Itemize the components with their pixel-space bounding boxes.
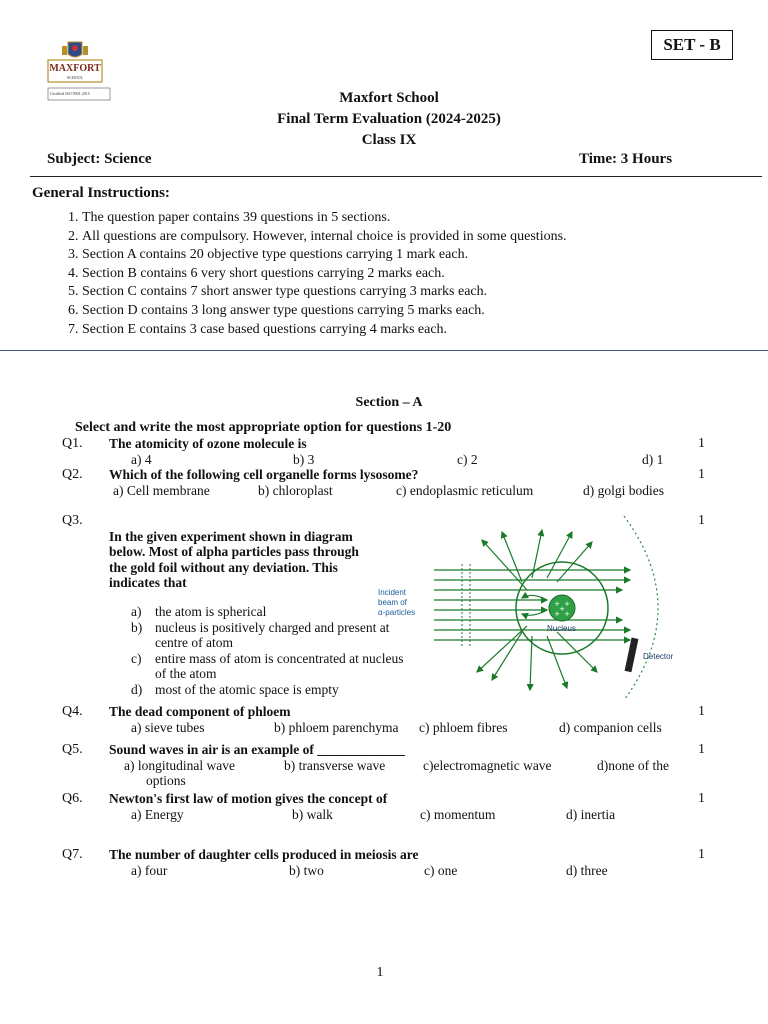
svg-text:+: + [559,605,565,613]
instructions-title: General Instructions: [32,185,170,201]
option-a: a) the atom is spherical [131,604,267,619]
option-wrap: options [146,773,186,788]
question-marks: 1 [698,704,705,719]
subject-label: Subject: Science [47,151,152,167]
option-a: a) Energy [131,807,184,822]
section-title: Section – A [355,395,423,410]
question-marks: 1 [698,513,705,528]
logo-name: MAXFORT [49,63,101,74]
option-a: a) longitudinal wave [124,758,235,773]
option-a: a) 4 [131,452,152,467]
question-text: Sound waves in air is an example of _____________ [109,742,406,757]
set-label: SET - B [651,30,733,60]
option-c: c) entire mass of atom is concentrated at nucleus of the atom [131,650,404,681]
option-b: b) chloroplast [258,483,333,498]
question-text: The dead component of phloem [109,704,291,719]
nucleus-label: Nucleus [547,624,576,633]
option-d: d) 1 [642,452,664,467]
option-c: c) endoplasmic reticulum [396,483,534,498]
question-number: Q5. [62,742,83,757]
question-text: Newton's first law of motion gives the concept of [109,791,388,806]
logo-sub: SCHOOL [66,75,83,80]
option-b: b) 3 [293,452,315,467]
svg-text:+: + [564,610,570,618]
question-text: The atomicity of ozone molecule is [109,436,307,451]
instruction-item: 2. All questions are compulsory. However, internal choice is provided in some questions. [82,228,567,247]
question-number: Q4. [62,704,83,719]
option-b: b) nucleus is positively charged and present at centre of atom [131,619,390,650]
question-number: Q3. [62,513,83,528]
question-marks: 1 [698,436,705,451]
question-number: Q6. [62,791,83,806]
instruction-item: 5. Section C contains 7 short answer type questions carrying 3 marks each. [82,283,567,302]
question-text: Which of the following cell organelle forms lysosome? [109,467,419,482]
question-marks: 1 [698,467,705,482]
section-divider [0,350,768,351]
time-label: Time: 3 Hours [579,151,673,167]
option-c: c)electromagnetic wave [423,758,552,773]
question-marks: 1 [698,791,705,806]
alpha-scattering-diagram [372,512,682,704]
option-b: b) phloem parenchyma [274,720,399,735]
question-text: In the given experiment shown in diagram below. Most of alpha particles pass through the gold foil without any deviation. This indicates that [109,529,359,590]
class-title: Class IX [361,132,417,148]
option-c: c) momentum [420,807,496,822]
instruction-item: 6. Section D contains 3 long answer type questions carrying 5 marks each. [82,302,567,321]
question-number: Q7. [62,847,83,862]
instruction-item: 3. Section A contains 20 objective type questions carrying 1 mark each. [82,246,567,265]
exam-title: Final Term Evaluation (2024-2025) [277,111,501,127]
option-b: b) walk [292,807,333,822]
instruction-item: 4. Section B contains 6 very short questions carrying 2 marks each. [82,265,567,284]
option-d: d) companion cells [559,720,662,735]
detector-label: Detector [643,652,674,661]
option-d: d) three [566,863,608,878]
svg-text:+: + [564,600,570,608]
option-d: d) most of the atomic space is empty [131,681,339,697]
option-c: c) 2 [457,452,478,467]
question-number: Q1. [62,436,83,451]
option-b: b) transverse wave [284,758,386,773]
svg-text:+: + [554,600,560,608]
option-a: a) sieve tubes [131,720,205,735]
option-d: d)none of the [597,758,669,773]
logo-cert: Certified ISO 9001:2015 [50,91,90,96]
option-d: d) golgi bodies [583,483,664,498]
q3-options [109,604,415,697]
page-number: 1 [376,965,384,980]
header-divider [30,176,762,177]
instruction-item: 7. Section E contains 3 case based questions carrying 4 marks each. [82,321,567,340]
incident-beam-label: Incident beam of α-particles [378,588,416,617]
option-c: c) phloem fibres [419,720,508,735]
instruction-item: 1. The question paper contains 39 questions in 5 sections. [82,209,567,228]
question-marks: 1 [698,742,705,757]
question-marks: 1 [698,847,705,862]
option-b: b) two [289,863,324,878]
section-prompt: Select and write the most appropriate option for questions 1-20 [75,420,452,435]
option-d: d) inertia [566,807,616,822]
svg-text:+: + [554,610,560,618]
school-name: Maxfort School [339,90,439,106]
question-text: The number of daughter cells produced in meiosis are [109,847,419,862]
option-a: a) Cell membrane [113,483,210,498]
option-c: c) one [424,863,458,878]
instructions-list [32,209,567,339]
question-number: Q2. [62,467,83,482]
option-a: a) four [131,863,168,878]
